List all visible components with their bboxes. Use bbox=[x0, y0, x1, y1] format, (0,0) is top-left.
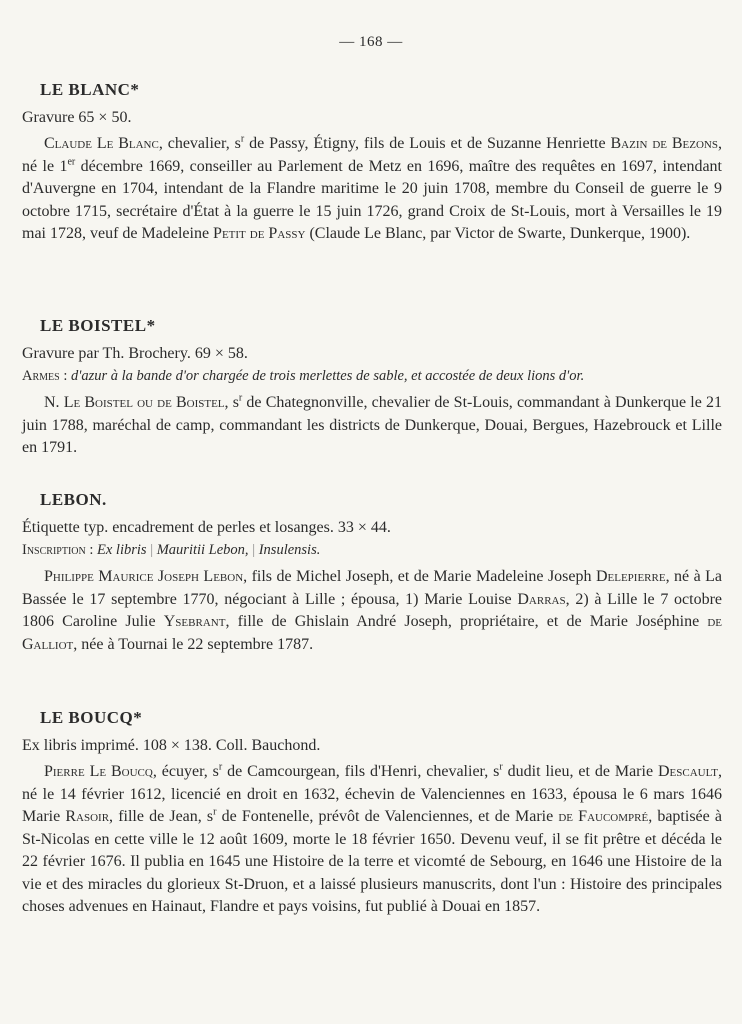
bio-sup: r bbox=[499, 761, 503, 773]
biography bbox=[22, 566, 722, 656]
bio-text: décembre 1669, conseiller au Parlement de Metz en 1696, maître des requêtes en 1697, intendant d'Auvergne en 1704, intendant de la Flandre maritime le 20 juin 1708, membre du Conseil de guerre le 9 octobre 1715, secrétaire d'État à la guerre le 15 juin 1726, grand Croix de St-Louis, mort à Versailles le 19 mai 1728, veuf de Madeleine bbox=[22, 157, 723, 242]
bio-text: dudit lieu, et de Marie bbox=[502, 763, 658, 780]
person-name: Pierre Le Boucq bbox=[44, 763, 153, 780]
person-name: Descault bbox=[657, 763, 719, 780]
bio-text: , fils de Michel Joseph, et de Marie Madeleine Joseph bbox=[243, 568, 596, 585]
arms-label: Armes : bbox=[22, 368, 68, 384]
bio-text: de Fontenelle, prévôt de Valenciennes, et de Marie bbox=[216, 808, 559, 825]
arms-description bbox=[22, 365, 722, 388]
entry-le-blanc bbox=[22, 78, 722, 246]
bio-text: de Passy, Étigny, fils de Louis et de Suzanne Henriette bbox=[244, 135, 611, 152]
biography bbox=[22, 392, 722, 460]
person-name: de Faucompré bbox=[558, 808, 649, 825]
person-name: Ysebrant bbox=[163, 613, 226, 630]
bio-text: , fille de Jean, s bbox=[109, 808, 214, 825]
bio-text: , né le 14 février 1612, licencié en droit en 1632, échevin de Valenciennes en 1633, épousa le 6 mars 1646 Marie bbox=[22, 763, 723, 825]
person-name: Rasoir bbox=[65, 808, 110, 825]
inscription-label: Inscription : bbox=[22, 542, 94, 558]
bio-text: , écuyer, s bbox=[152, 763, 219, 780]
entry-title: LE BOISTEL* bbox=[40, 316, 156, 335]
bio-text: , née à Tournai le 22 septembre 1787. bbox=[73, 635, 314, 653]
bio-text: , né à La Bassée le 17 septembre 1770, négociant à Lille ; épousa, 1) Marie Louise bbox=[22, 568, 722, 608]
engraving-description: Ex libris imprimé. 108 × 138. Coll. Bauchond. bbox=[22, 737, 321, 754]
engraving-description: Gravure 65 × 50. bbox=[22, 109, 132, 126]
divider: | bbox=[252, 542, 256, 558]
entry-title: LE BOUCQ* bbox=[40, 708, 143, 727]
bio-text: , 2) à Lille le 7 octobre 1806 Caroline Julie bbox=[22, 590, 723, 630]
inscription bbox=[22, 539, 722, 562]
bio-text: de Chategnonville, chevalier de St-Louis, commandant à Dunkerque le 21 juin 1788, maréchal de camp, commandant les districts de Dunkerque, Douai, Bergues, Hazebrouck et Lille en 1791. bbox=[22, 394, 722, 456]
bio-text: , s bbox=[224, 394, 239, 411]
bio-text: , chevalier, s bbox=[158, 135, 241, 152]
person-name: Darras bbox=[517, 590, 566, 608]
engraving-description: Gravure par Th. Brochery. 69 × 58. bbox=[22, 345, 248, 362]
biography bbox=[22, 133, 722, 246]
bio-text: , fille de Ghislain André Joseph, propriétaire, et de Marie Joséphine bbox=[225, 613, 708, 630]
bio-sup: r bbox=[240, 133, 245, 145]
entry-le-boucq bbox=[22, 706, 722, 919]
entry-title: LE BLANC* bbox=[40, 80, 140, 99]
bio-sup: r bbox=[238, 392, 243, 404]
biography bbox=[22, 761, 722, 919]
bio-sup: r bbox=[218, 761, 223, 773]
person-name: Philippe Maurice Joseph Lebon bbox=[44, 568, 244, 585]
bio-text: (Claude Le Blanc, par Victor de Swarte, Dunkerque, 1900). bbox=[305, 225, 691, 242]
page-number: — 168 — bbox=[339, 34, 403, 50]
bio-sup: r bbox=[213, 806, 217, 818]
bio-text: , né le 1 bbox=[22, 135, 722, 175]
inscription-part: Ex libris bbox=[97, 542, 147, 558]
inscription-part: Mauritii Lebon, bbox=[156, 542, 249, 558]
bio-text: de Camcourgean, fils d'Henri, chevalier, s bbox=[222, 763, 500, 780]
entry-lebon bbox=[22, 488, 722, 656]
person-name: Petit de Passy bbox=[213, 225, 306, 242]
arms-text: d'azur à la bande d'or chargée de trois merlettes de sable, et accostée de deux lions d'or. bbox=[70, 368, 585, 384]
person-name: Bazin de Bezons bbox=[610, 135, 718, 152]
person-name: N. Le Boistel ou de Boistel bbox=[44, 394, 225, 411]
bio-text: , baptisée à St-Nicolas en cette ville le 12 août 1609, morte le 18 février 1650. Devenu veuf, il se fit prêtre et décéda le 22 février 1676. Il publia en 1645 une Histoire de la terre et vicomté de Sebourg, en 1646 une Histoire de la vie et des miracles du glorieux St-Druon, et a laissé plusieurs manuscrits, dont l'un : Histoire des principales choses advenues en Hainaut, Flandre et pays voisins, fut publié à Douai en 1857. bbox=[22, 808, 722, 915]
person-name: Delepierre bbox=[595, 568, 666, 585]
label-description: Étiquette typ. encadrement de perles et losanges. 33 × 44. bbox=[22, 519, 391, 536]
inscription-part: Insulensis. bbox=[258, 542, 321, 558]
entry-title: LEBON. bbox=[40, 490, 107, 509]
bio-sup: er bbox=[67, 156, 76, 168]
entry-le-boistel bbox=[22, 314, 722, 460]
person-name: Claude Le Blanc bbox=[44, 135, 159, 152]
divider: | bbox=[150, 542, 154, 558]
person-name: de Galliot bbox=[22, 613, 723, 653]
